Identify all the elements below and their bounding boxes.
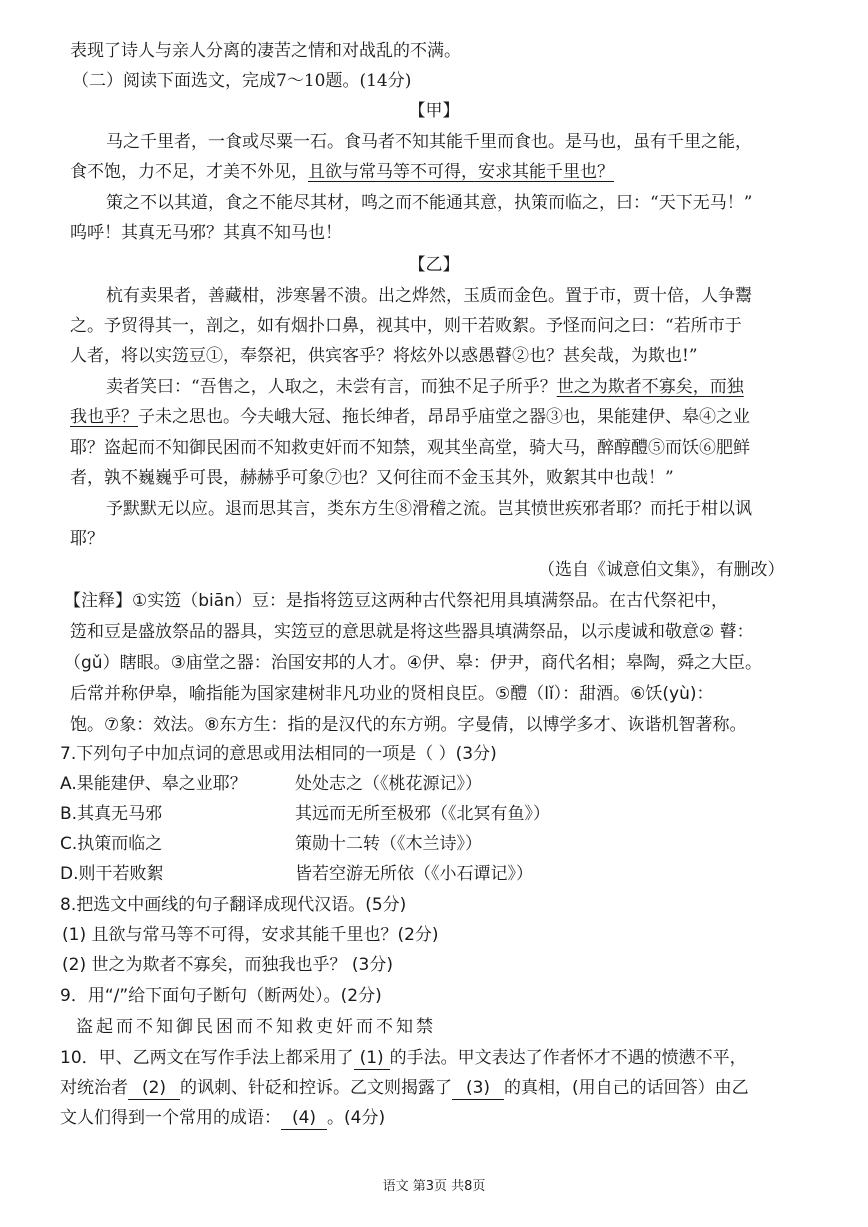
passage-yi-line: 耶？盗起而不知御民困而不知救吏奸而不知禁，观其坐高堂，骑大马，醉醇醴⑤而饫⑥肥鲜 [70, 438, 750, 458]
answer-blank[interactable]: (2) [128, 1077, 180, 1100]
q8-item-2: (2) 世之为欺者不寡矣，而独我也乎？ (3分) [62, 955, 393, 975]
plain-text: 。(4分) [327, 1108, 386, 1128]
plain-text: 10．甲、乙两文在写作手法上都采用了 [60, 1048, 354, 1068]
annotation-line: 饱。⑦象：效法。⑧东方生：指的是汉代的东方朔。字曼倩，以博学多才、诙谐机智著称。 [70, 715, 747, 735]
passage-yi-line: 者，孰不巍巍乎可畏，赫赫乎可象⑦也？又何往而不金玉其外，败絮其中也哉！” [70, 468, 674, 488]
passage-yi-line: 予默默无以应。退而思其言，类东方生⑧滑稽之流。岂其愤世疾邪者耶？而托于柑以讽 [106, 499, 752, 519]
plain-text: 卖者笑曰：“吾售之，人取之，未尝有言，而独不足子所乎？ [106, 377, 557, 397]
passage-yi-line [70, 406, 750, 428]
passage-jia-line: 策之不以其道，食之不能尽其材，鸣之而不能通其意，执策而临之，曰：“天下无马！” [106, 193, 753, 213]
underlined-sentence: 世之为欺者不寡矣，而独 [556, 377, 744, 397]
passage-yi-line: 之。予贸得其一，剖之，如有烟扑口鼻，视其中，则干若败絮。予怪而问之曰：“若所市于 [70, 316, 742, 336]
annotation-line: 笾和豆是盛放祭品的器具，实笾豆的意思就是将这些器具填满祭品，以示虔诚和敬意② 瞽： [70, 622, 754, 642]
question-7: 7.下列句子中加点词的意思或用法相同的一项是（ ）(3分) [60, 744, 497, 764]
q9-sentence: 盗起而不知御民困而不知救吏奸而不知禁 [76, 1017, 436, 1037]
passage-yi-line: 杭有卖果者，善藏柑，涉寒暑不溃。出之烨然，玉质而金色。置于市，贾十倍，人争鬻 [106, 286, 752, 306]
q7-option-c-left: C.执策而临之 [60, 834, 163, 854]
plain-text: 文人们得到一个常用的成语： [60, 1108, 281, 1128]
question-9: 9．用“/”给下面句子断句（断两处）。(2分) [60, 986, 382, 1006]
q7-option-c-right: 策勋十二转（《木兰诗》） [295, 834, 482, 854]
q8-item-1: (1) 且欲与常马等不可得，安求其能千里也？(2分) [62, 925, 439, 945]
passage-yi-title: 【乙】 [408, 255, 460, 275]
q7-option-b-left: B.其真无马邪 [60, 804, 163, 824]
q7-option-b-right: 其远而无所至极邪（《北冥有鱼》） [295, 804, 550, 824]
passage-jia-title: 【甲】 [408, 101, 460, 121]
plain-text: 的真相，(用自己的话回答）由乙 [504, 1078, 749, 1098]
q7-option-a-left: A.果能建伊、皋之业耶？ [60, 774, 247, 794]
plain-text: 的讽刺、针砭和控诉。乙文则揭露了 [180, 1078, 452, 1098]
section-heading: （二）阅读下面选文，完成7～10题。(14分) [72, 71, 412, 91]
page-footer: 语文 第3页 共8页 [382, 1179, 486, 1194]
plain-text: 的手法。甲文表达了作者怀才不遇的愤懑不平， [389, 1048, 747, 1068]
annotation-line: （gǔ）瞎眼。③庙堂之器：治国安邦的人才。④伊、皋：伊尹，商代名相；皋陶，舜之大臣。 [64, 653, 763, 673]
question-10-line [60, 1047, 747, 1070]
question-10-line [60, 1107, 385, 1130]
prev-text-line: 表现了诗人与亲人分离的凄苦之情和对战乱的不满。 [70, 41, 461, 61]
passage-jia-line: 马之千里者，一食或尽粟一石。食马者不知其能千里而食也。是马也，虽有千里之能， [106, 132, 752, 152]
annotation-line: 【注释】①实笾（biān）豆：是指将笾豆这两种古代祭祀用具填满祭品。在古代祭祀中， [64, 591, 728, 611]
question-10-line [60, 1077, 749, 1100]
q7-option-a-right: 处处志之（《桃花源记》） [295, 774, 482, 794]
answer-blank[interactable]: (4) [281, 1107, 327, 1130]
underlined-sentence: 我也乎？ [70, 407, 138, 427]
passage-yi-line: 人者，将以实笾豆①，奉祭祀，供宾客乎？将炫外以惑愚瞽②也？甚矣哉，为欺也!” [70, 346, 698, 366]
passage-jia-line [70, 161, 614, 183]
answer-blank[interactable]: (3) [452, 1077, 504, 1100]
passage-yi-line: 耶？ [70, 529, 104, 549]
q7-option-d-right: 皆若空游无所依（《小石谭记》） [295, 864, 533, 884]
answer-blank[interactable]: (1) [354, 1047, 390, 1070]
plain-text: 子未之思也。今夫峨大冠、拖长绅者，昂昂乎庙堂之器③也，果能建伊、皋④之业 [138, 407, 750, 427]
q7-option-d-left: D.则干若败絮 [60, 864, 164, 884]
underlined-sentence: 且欲与常马等不可得，安求其能千里也？ [308, 162, 614, 182]
source-note: （选自《诚意伯文集》，有删改） [538, 560, 785, 580]
plain-text: 食不饱，力不足，才美不外见， [70, 162, 308, 182]
question-8: 8.把选文中画线的句子翻译成现代汉语。(5分) [60, 895, 407, 915]
passage-jia-line: 呜呼！其真无马邪？其真不知马也！ [70, 223, 342, 243]
annotation-line: 后常并称伊皋，喻指能为国家建树非凡功业的贤相良臣。⑤醴（lǐ）：甜酒。⑥饫(yù)： [70, 684, 714, 704]
plain-text: 对统治者 [60, 1078, 128, 1098]
passage-yi-line [106, 376, 744, 398]
